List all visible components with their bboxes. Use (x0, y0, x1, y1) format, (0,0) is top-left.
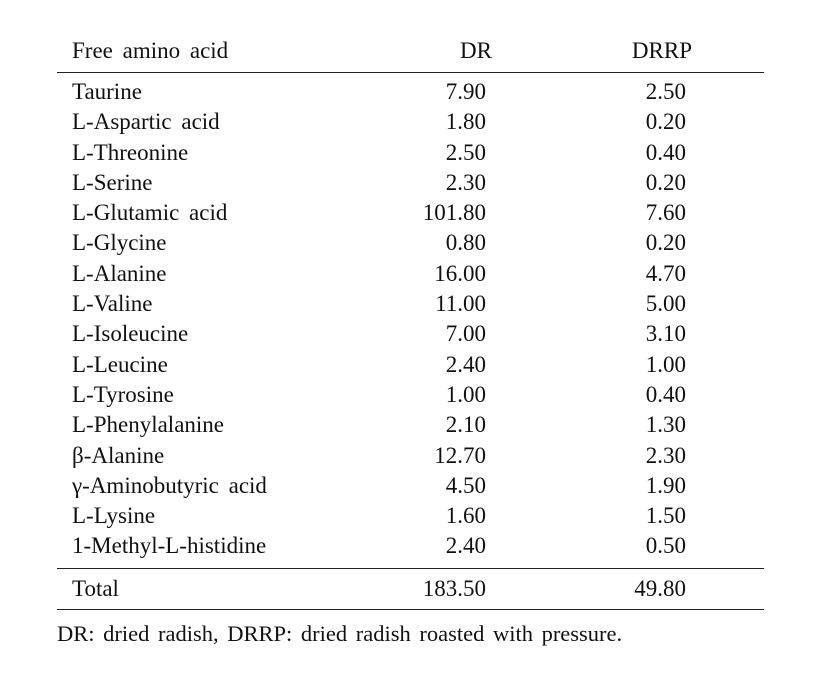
amino-acid-name: L-Threonine (72, 139, 189, 165)
bottom-rule (57, 609, 764, 610)
dr-value: 12.70 (434, 442, 486, 468)
amino-acid-name: L-Glutamic acid (72, 200, 228, 226)
header-drrp: DRRP (631, 38, 692, 63)
dr-value: 1.60 (445, 503, 486, 529)
table-row (57, 259, 764, 289)
dr-value: 2.50 (445, 139, 486, 165)
drrp-value: 0.40 (645, 139, 686, 165)
dr-value: 2.40 (445, 533, 486, 559)
amino-acid-name: L-Isoleucine (72, 321, 189, 347)
dr-value: 1.00 (445, 381, 486, 407)
amino-acid-name: L-Aspartic acid (72, 109, 220, 135)
dr-value: 101.80 (422, 200, 486, 226)
drrp-value: 1.90 (645, 472, 686, 498)
table-body (57, 73, 764, 568)
table-header-row (57, 30, 764, 72)
drrp-value: 1.30 (645, 412, 686, 438)
dr-value: 4.50 (445, 472, 486, 498)
drrp-value: 4.70 (645, 260, 686, 286)
drrp-value: 2.30 (645, 442, 686, 468)
drrp-value: 5.00 (645, 291, 686, 317)
amino-acid-name: L-Glycine (72, 230, 167, 256)
drrp-value: 7.60 (645, 200, 686, 226)
table-row (57, 441, 764, 471)
table-row (57, 77, 764, 107)
amino-acid-name: L-Alanine (72, 260, 167, 286)
dr-value: 7.00 (445, 321, 486, 347)
table-row (57, 198, 764, 228)
dr-value: 0.80 (445, 230, 486, 256)
dr-value: 1.80 (445, 109, 486, 135)
amino-acid-name: L-Serine (72, 169, 153, 195)
drrp-value: 1.00 (645, 351, 686, 377)
table-row (57, 138, 764, 168)
table-row (57, 107, 764, 137)
header-free-amino-acid: Free amino acid (72, 38, 229, 63)
drrp-value: 1.50 (645, 503, 686, 529)
drrp-value: 0.40 (645, 381, 686, 407)
amino-acid-name: Taurine (72, 79, 142, 104)
drrp-value: 0.20 (645, 109, 686, 135)
table-row (57, 289, 764, 319)
amino-acid-name: β-Alanine (72, 442, 165, 468)
table-footnote: DR: dried radish, DRRP: dried radish roasted with pressure. (57, 621, 623, 646)
amino-acid-table (57, 30, 764, 610)
table-row (57, 501, 764, 531)
table-row (57, 410, 764, 440)
amino-acid-name: L-Tyrosine (72, 381, 174, 407)
table-row (57, 350, 764, 380)
drrp-value: 0.20 (645, 230, 686, 256)
dr-value: 7.90 (445, 79, 486, 104)
drrp-value: 0.50 (645, 533, 686, 559)
amino-acid-name: 1-Methyl-L-histidine (72, 533, 267, 559)
amino-acid-name: L-Valine (72, 291, 153, 317)
dr-value: 2.40 (445, 351, 486, 377)
table-row (57, 319, 764, 349)
total-drrp-value: 49.80 (634, 575, 686, 601)
table-row (57, 531, 764, 561)
total-dr-value: 183.50 (422, 575, 486, 601)
dr-value: 2.10 (445, 412, 486, 438)
amino-acid-name: L-Leucine (72, 351, 168, 377)
amino-acid-name: L-Lysine (72, 503, 156, 529)
table-row (57, 228, 764, 258)
drrp-value: 2.50 (645, 79, 686, 104)
amino-acid-name: γ-Aminobutyric acid (72, 472, 267, 498)
total-label: Total (72, 575, 119, 601)
table-row (57, 380, 764, 410)
header-dr: DR (460, 38, 492, 63)
drrp-value: 0.20 (645, 169, 686, 195)
dr-value: 16.00 (434, 260, 486, 286)
table-row (57, 168, 764, 198)
total-row (57, 569, 764, 609)
table-row (57, 471, 764, 501)
dr-value: 2.30 (445, 169, 486, 195)
drrp-value: 3.10 (645, 321, 686, 347)
dr-value: 11.00 (435, 291, 486, 317)
amino-acid-name: L-Phenylalanine (72, 412, 225, 438)
